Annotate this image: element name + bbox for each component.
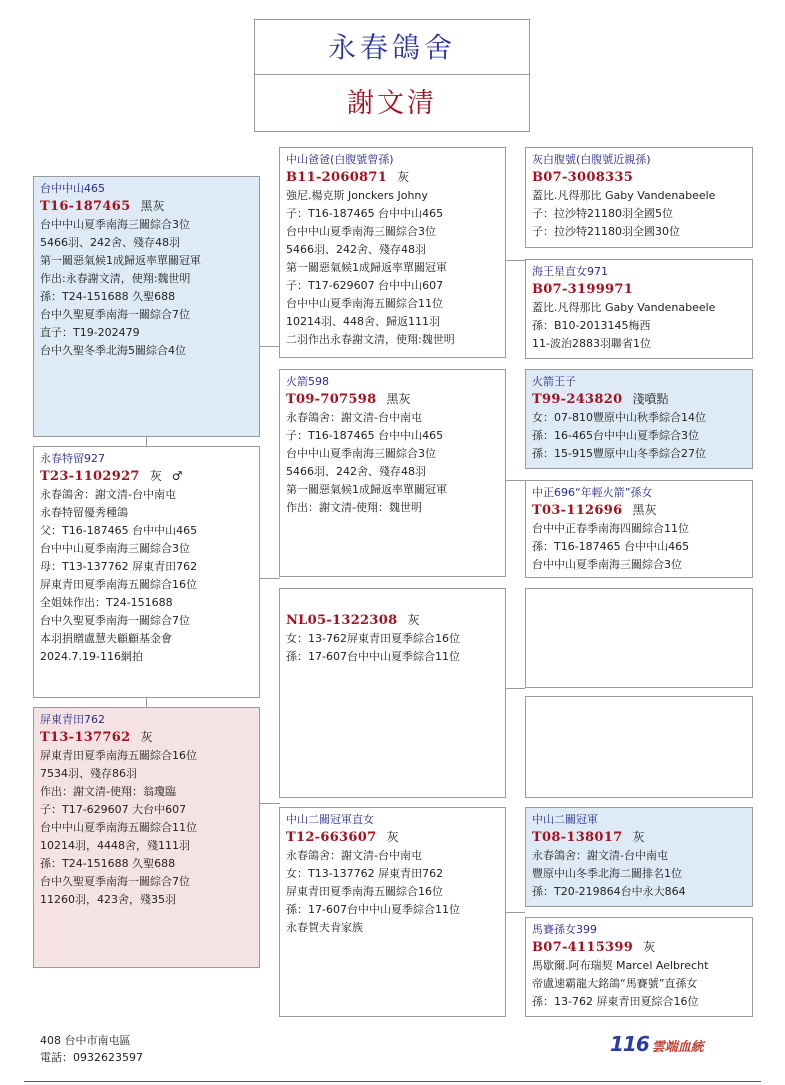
card-line: 蓋比.凡得那比 Gaby Vandenabeele: [532, 301, 716, 314]
card-line: 台中中山夏季南海三關綜合3位: [532, 558, 682, 571]
card-line: 10214羽、448舍、歸返111羽: [286, 315, 440, 328]
card-line: 7534羽、殘存86羽: [40, 767, 137, 780]
card-line: 永春賀夫肯家族: [286, 921, 363, 934]
ring-number: T08-138017: [532, 830, 623, 845]
card-line: 孫：B10-2013145梅西: [532, 319, 651, 332]
card-line: 台中中正春季南海四關綜合11位: [532, 522, 689, 535]
great-grandparent-card: [525, 480, 753, 578]
grandsire-paternal-card: [279, 147, 506, 358]
card-line: 5466羽、242舍、殘存48羽: [40, 236, 180, 249]
ring-number: T12-663607: [286, 830, 377, 845]
brand-logo: [610, 1032, 730, 1060]
card-line: 台中中山夏季南海三關綜合3位: [286, 447, 436, 460]
sire-card: [33, 446, 260, 698]
card-line: 孫：T24-151688 久聖688: [40, 857, 176, 870]
card-title: 馬賽孫女399: [532, 923, 597, 936]
great-grandparent-card: [525, 917, 753, 1017]
ring-number: T09-707598: [286, 392, 377, 407]
ring-number: T03-112696: [532, 503, 623, 518]
card-line: 孫：T20-219864台中永大864: [532, 885, 686, 898]
card-title: 灰白腹號(白腹號近親孫): [532, 153, 651, 166]
connector: [505, 912, 525, 913]
plumage-color: 黑灰: [140, 199, 165, 213]
card-line: 永春鴿舍：謝文清-台中南屯: [40, 488, 176, 501]
ring-number: B07-3008335: [532, 170, 634, 185]
card-line: 台中久聖冬季北海5關綜合4位: [40, 344, 186, 357]
ring-number: B07-3199971: [532, 282, 634, 297]
card-line: 屏東青田夏季南海五關綜合16位: [40, 578, 197, 591]
card-line: 馬歇爾.阿布瑞契 Marcel Aelbrecht: [532, 959, 709, 972]
card-line: 母：T13-137762 屏東青田762: [40, 560, 198, 573]
card-line: 二羽作出永春謝文清，使翔:魏世明: [286, 333, 455, 346]
footer-contact: [40, 1032, 143, 1066]
card-line: 台中久聖夏季南海一關綜合7位: [40, 875, 190, 888]
card-title: 台中中山465: [40, 182, 105, 195]
sex-symbol: ♂: [171, 469, 183, 483]
card-line: 豐原中山冬季北海二關排名1位: [532, 867, 682, 880]
card-line: 永春特留優秀種鴿: [40, 506, 128, 519]
card-line: 子：T17-629607 台中中山607: [286, 279, 444, 292]
card-line: 第一關惡氣候1成歸返率單關冠軍: [286, 483, 447, 496]
card-line: 台中中山夏季南海三關綜合3位: [40, 218, 190, 231]
great-grandparent-card: [525, 259, 753, 359]
connector: [505, 480, 525, 481]
card-line: 作出:永春謝文清，使翔:魏世明: [40, 272, 191, 285]
plumage-color: 灰: [407, 613, 420, 627]
card-title: 中正696“年輕火箭”孫女: [532, 486, 653, 499]
card-line: 作出：謝文清-使翔：魏世明: [286, 501, 422, 514]
card-ring-row: [40, 467, 254, 486]
card-ring-row: [40, 728, 254, 747]
card-line: 台中中山夏季南海三關綜合3位: [286, 225, 436, 238]
card-ring-row: [286, 611, 500, 630]
card-title: 海王星直女971: [532, 265, 608, 278]
card-line: 女：13-762屏東青田夏季綜合16位: [286, 632, 460, 645]
card-ring-row: [532, 501, 747, 520]
card-line: 父：T16-187465 台中中山465: [40, 524, 198, 537]
owner-name: 謝文清: [254, 75, 530, 132]
card-line: 子：T16-187465 台中中山465: [286, 429, 444, 442]
card-line: 女：07-810豐原中山秋季綜合14位: [532, 411, 706, 424]
plumage-color: 黑灰: [632, 503, 657, 517]
card-line: 11260羽，423舍，殘35羽: [40, 893, 176, 906]
card-ring-row: [532, 828, 747, 847]
great-grandparent-card-empty: [525, 588, 753, 688]
great-grandparent-card: [525, 807, 753, 907]
card-title: 中山二關冠軍: [532, 813, 598, 826]
card-line: 5466羽、242舍、殘存48羽: [286, 465, 426, 478]
great-grandparent-card: [525, 147, 753, 248]
card-line: 孫：T24-151688 久聖688: [40, 290, 176, 303]
subject-card: [33, 176, 260, 437]
connector: [259, 803, 280, 804]
logo-text: 雲端血統: [651, 1040, 704, 1055]
bottom-divider: [24, 1081, 761, 1082]
dam-card: [33, 707, 260, 968]
card-line: 孫：13-762 屏東青田夏綜合16位: [532, 995, 699, 1008]
card-line: 女：T13-137762 屏東青田762: [286, 867, 444, 880]
ring-number: B11-2060871: [286, 170, 388, 185]
card-ring-row: [286, 390, 500, 409]
card-line: 子：T16-187465 台中中山465: [286, 207, 444, 220]
connector: [505, 688, 525, 689]
card-line: 台中中山夏季南海五關綜合11位: [40, 821, 197, 834]
card-line: 孫：17-607台中中山夏季綜合11位: [286, 903, 460, 916]
card-line: 蓋比.凡得那比 Gaby Vandenabeele: [532, 189, 716, 202]
great-grandparent-card-empty: [525, 696, 753, 798]
granddam-maternal-card: [279, 807, 506, 1017]
card-line: 台中久聖夏季南海一關綜合7位: [40, 308, 190, 321]
connector: [146, 697, 147, 707]
granddam-paternal-card: [279, 369, 506, 577]
card-line: 孫：17-607台中中山夏季綜合11位: [286, 650, 460, 663]
plumage-color: 黑灰: [386, 392, 411, 406]
card-line: 2024.7.19-116網拍: [40, 650, 143, 663]
plumage-color: 灰: [632, 830, 645, 844]
ring-number: T23-1102927: [40, 469, 140, 484]
card-line: 子：拉沙特21180羽全國5位: [532, 207, 673, 220]
card-line: 孫：16-465台中中山夏季綜合3位: [532, 429, 699, 442]
card-line: 永春鴿舍：謝文清-台中南屯: [532, 849, 668, 862]
card-line: 強尼.楊克斯 Jonckers Johny: [286, 189, 428, 202]
card-line: 永春鴿舍：謝文清-台中南屯: [286, 411, 422, 424]
connector: [259, 578, 280, 579]
card-line: 帝盧速霸龍大銘鴿“馬賽號”直孫女: [532, 977, 698, 990]
card-title: 火箭598: [286, 375, 329, 388]
card-line: 孫：15-915豐原中山冬季綜合27位: [532, 447, 706, 460]
card-ring-row: [286, 828, 500, 847]
logo-number: 116: [610, 1032, 649, 1056]
card-line: 台中久聖夏季南海一關綜合7位: [40, 614, 190, 627]
connector: [505, 260, 525, 261]
card-title: 永春特留927: [40, 452, 105, 465]
plumage-color: 淺噴點: [632, 392, 669, 406]
ring-number: NL05-1322308: [286, 613, 398, 628]
ring-number: T16-187465: [40, 199, 131, 214]
card-title: 中山二關冠軍直女: [286, 813, 374, 826]
ring-number: B07-4115399: [532, 940, 634, 955]
loft-name: 永春鴿舍: [254, 19, 530, 75]
card-ring-row: [40, 197, 254, 216]
plumage-color: 灰: [397, 170, 410, 184]
card-ring-row: [532, 390, 747, 409]
card-line: 永春鴿舍：謝文清-台中南屯: [286, 849, 422, 862]
connector: [259, 346, 280, 347]
card-line: 子：拉沙特21180羽全國30位: [532, 225, 680, 238]
footer-address: 408 台中市南屯區: [40, 1034, 131, 1047]
card-line: 全姐妹作出：T24-151688: [40, 596, 173, 609]
card-line: 直子：T19-202479: [40, 326, 140, 339]
card-line: 第一關惡氣候1成歸返率單關冠軍: [286, 261, 447, 274]
card-ring-row: [532, 168, 747, 187]
card-line: 第一關惡氣候1成歸返率單關冠軍: [40, 254, 201, 267]
great-grandparent-card: [525, 369, 753, 469]
card-ring-row: [286, 168, 500, 187]
card-line: 台中中山夏季南海三關綜合3位: [40, 542, 190, 555]
card-line: 11-波治2883羽聯省1位: [532, 337, 651, 350]
card-line: 台中中山夏季南海五關綜合11位: [286, 297, 443, 310]
card-title: 屏東青田762: [40, 713, 105, 726]
card-line: 本羽捐贈盧慧夫顧顧基金會: [40, 632, 172, 645]
card-title: 中山爸爸(白腹號曾孫): [286, 153, 394, 166]
card-line: 10214羽，4448舍，殘111羽: [40, 839, 190, 852]
card-title: 火箭王子: [532, 375, 576, 388]
card-ring-row: [532, 938, 747, 957]
plumage-color: 灰: [643, 940, 656, 954]
card-line: 屏東青田夏季南海五關綜合16位: [286, 885, 443, 898]
connector: [146, 436, 147, 446]
card-line: 屏東青田夏季南海五關綜合16位: [40, 749, 197, 762]
card-ring-row: [532, 280, 747, 299]
grandsire-maternal-card: [279, 588, 506, 798]
ring-number: T99-243820: [532, 392, 623, 407]
plumage-color: 灰: [149, 469, 162, 483]
plumage-color: 灰: [386, 830, 399, 844]
plumage-color: 灰: [140, 730, 153, 744]
card-line: 孫：T16-187465 台中中山465: [532, 540, 690, 553]
ring-number: T13-137762: [40, 730, 131, 745]
footer-phone: 電話：0932623597: [40, 1051, 143, 1064]
card-line: 子：T17-629607 大台中607: [40, 803, 187, 816]
card-line: 5466羽、242舍、殘存48羽: [286, 243, 426, 256]
card-line: 作出：謝文清-使翔：翁瓊臨: [40, 785, 176, 798]
